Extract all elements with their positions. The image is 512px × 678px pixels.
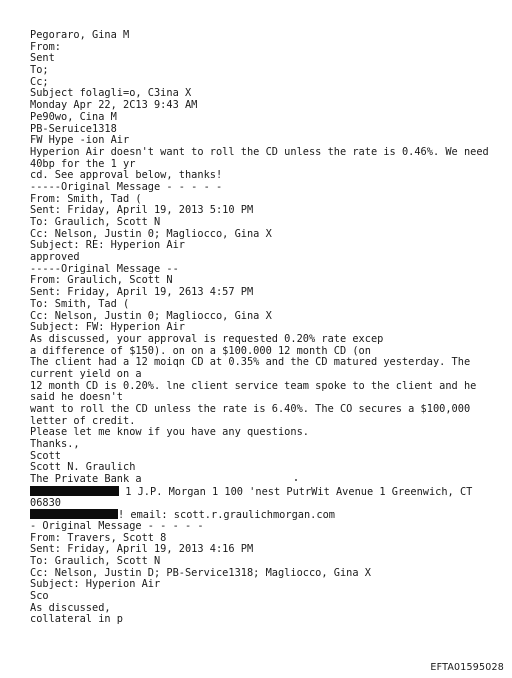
email-line: Cc: Nelson, Justin 0; Magliocco, Gina X [30,227,272,240]
email-line: As discussed, your approval is requested 0.20% rate excep [30,332,384,345]
email-line: To: Graulich, Scott N [30,216,161,228]
email-line: Subject: FW: Hyperion Air [30,321,185,334]
email-line: 12 month CD is 0.20%. lne client service team spoke to the client and he [30,379,477,392]
email-line: To: Smith, Tad ( [30,297,130,310]
email-line: approved [30,251,80,264]
email-line: -----Original Message -- [30,262,179,275]
email-line: Sent: Friday, April 19, 2013 5:10 PM [30,204,254,217]
email-line: From: [30,40,61,53]
email-line: Scott [30,449,61,462]
email-line: Please let me know if you have any questions. [30,426,309,439]
email-line: Subject folagli=o, C3ina X [30,87,192,100]
email-line: Cc: Nelson, Justin D; PB-Service1318; Magliocco, Gina X [30,566,371,579]
email-line: - Original Message - - - - - [30,519,204,532]
email-line: Subject: RE: Hyperion Air [30,239,185,252]
email-line: As discussed, [30,601,111,614]
email-line: a difference of $150). on on a $100.000 12 month CD (on [30,344,371,357]
email-line: Thanks., [30,438,80,451]
email-line: Sent: Friday, April 19, 2613 4:57 PM [30,286,254,299]
email-line: letter of credit. [30,414,136,427]
email-line: FW Hype -ion Air [30,134,130,147]
email-line: The client had a 12 moiqn CD at 0.35% and the CD matured yesterday. The [30,356,471,369]
redaction-bar [30,486,119,496]
email-line: PB-Seruice1318 [30,122,117,135]
email-line: To; [30,64,49,77]
email-line: Scott N. Graulich [30,461,136,474]
email-line: Monday Apr 22, 2C13 9:43 AM [30,99,198,112]
email-line: To: Graulich, Scott N [30,554,161,567]
email-line: said he doesn't [30,391,123,404]
zip-line: 06830 [30,496,61,509]
email-line: From: Graulich, Scott N [30,274,173,287]
email-contact-line: ! email: scott.r.graulichmorgan.com [30,509,490,521]
document-id: EFTA01595028 [430,662,504,673]
email-forwarded-block [30,521,490,626]
email-line: Hyperion Air doesn't want to roll the CD unless the rate is 0.46%. We need [30,145,489,158]
email-header-block [30,30,490,486]
stray-mark [295,479,297,481]
email-line: Pegoraro, Gina M [30,29,130,41]
email-line: 40bp for the 1 yr [30,157,136,170]
email-line: Sco [30,590,49,602]
email-line: Subject: Hyperion Air [30,578,161,591]
email-line: current yield on a [30,367,142,380]
email-line: Sent [30,52,55,65]
email-line: want to roll the CD unless the rate is 6.40%. The CO secures a $100,000 [30,403,471,415]
email-line: Sent: Friday, April 19, 2013 4:16 PM [30,543,254,556]
redaction-bar [30,509,118,519]
email-line: cd. See approval below, thanks! [30,169,223,182]
email-line: Cc; [30,75,49,88]
address-line: 1 J.P. Morgan 1 100 'nest PutrWit Avenue 1 Greenwich, CT [30,486,490,498]
email-line: Pe90wo, Cina M [30,110,117,123]
email-line: The Private Bank a [30,473,142,486]
email-line: From: Travers, Scott 8 [30,531,167,544]
email-line: collateral in p [30,613,123,626]
email-line: From: Smith, Tad ( [30,192,142,205]
email-line: -----Original Message - - - - - [30,180,223,193]
email-body [30,30,490,626]
email-line: Cc: Nelson, Justin 0; Magliocco, Gina X [30,309,272,322]
